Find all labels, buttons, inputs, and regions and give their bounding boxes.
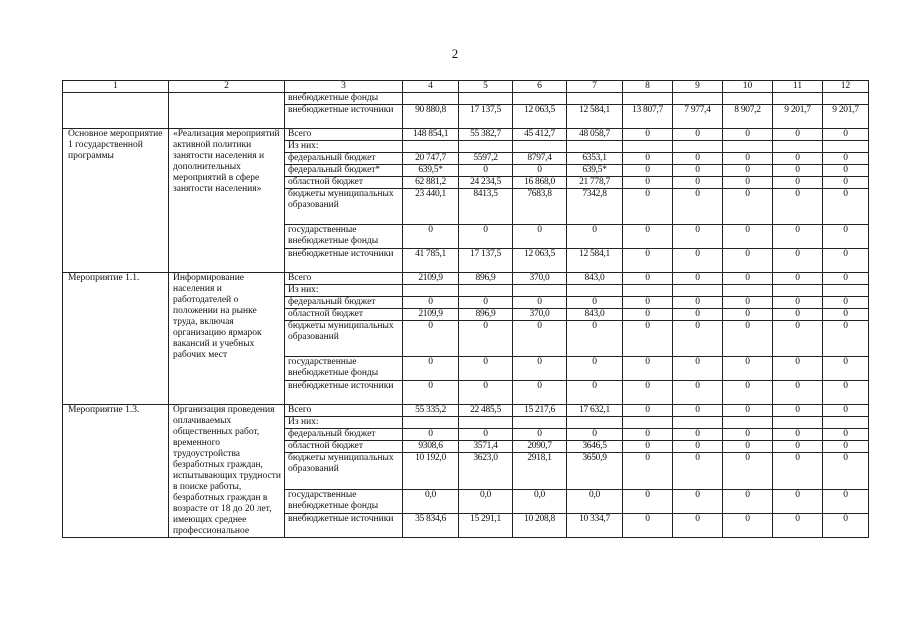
amount-cell: 0,0 — [567, 489, 623, 513]
amount-cell: 0 — [773, 225, 823, 249]
amount-cell: 12 063,5 — [513, 105, 567, 129]
amount-cell: 9 201,7 — [823, 105, 869, 129]
table-row — [63, 93, 869, 105]
amount-cell: 0 — [823, 129, 869, 141]
amount-cell: 0 — [567, 357, 623, 381]
amount-cell: 0 — [673, 153, 723, 165]
amount-cell: 0 — [723, 453, 773, 489]
amount-cell — [673, 417, 723, 429]
amount-cell: 0 — [673, 381, 723, 405]
amount-cell: 0 — [623, 129, 673, 141]
amount-cell: 0 — [459, 381, 513, 405]
amount-cell: 0 — [723, 273, 773, 285]
amount-cell: 0 — [623, 489, 673, 513]
amount-cell — [513, 417, 567, 429]
amount-cell — [567, 417, 623, 429]
funding-source: внебюджетные источники — [285, 381, 403, 405]
amount-cell: 0 — [673, 513, 723, 537]
amount-cell: 0 — [723, 177, 773, 189]
amount-cell — [623, 141, 673, 153]
amount-cell: 0 — [773, 429, 823, 441]
amount-cell — [823, 141, 869, 153]
funding-source: бюджеты муниципальных образований — [285, 189, 403, 225]
funding-source: государственные внебюджетные фонды — [285, 357, 403, 381]
column-header: 8 — [623, 81, 673, 93]
amount-cell: 0 — [773, 177, 823, 189]
amount-cell: 639,5* — [567, 165, 623, 177]
amount-cell: 9 201,7 — [773, 105, 823, 129]
amount-cell — [773, 141, 823, 153]
amount-cell: 15 291,1 — [459, 513, 513, 537]
amount-cell — [623, 417, 673, 429]
column-header: 9 — [673, 81, 723, 93]
funding-source: государственные внебюджетные фонды — [285, 489, 403, 513]
amount-cell — [773, 417, 823, 429]
amount-cell: 0 — [513, 225, 567, 249]
amount-cell — [723, 141, 773, 153]
amount-cell: 16 868,0 — [513, 177, 567, 189]
amount-cell: 2109,9 — [403, 309, 459, 321]
amount-cell: 21 778,7 — [567, 177, 623, 189]
funding-source: федеральный бюджет* — [285, 165, 403, 177]
amount-cell: 0,0 — [403, 489, 459, 513]
amount-cell: 0 — [459, 297, 513, 309]
amount-cell: 0 — [723, 165, 773, 177]
funding-source: Всего — [285, 273, 403, 285]
funding-source: федеральный бюджет — [285, 153, 403, 165]
amount-cell: 3571,4 — [459, 441, 513, 453]
column-header: 12 — [823, 81, 869, 93]
amount-cell: 0 — [823, 441, 869, 453]
amount-cell: 12 063,5 — [513, 249, 567, 273]
amount-cell — [773, 285, 823, 297]
funding-source: внебюджетные источники — [285, 249, 403, 273]
amount-cell — [403, 417, 459, 429]
amount-cell — [623, 285, 673, 297]
amount-cell — [673, 141, 723, 153]
amount-cell: 0 — [673, 357, 723, 381]
activity-name — [63, 93, 169, 129]
amount-cell: 7 977,4 — [673, 105, 723, 129]
amount-cell — [823, 93, 869, 105]
funding-source: федеральный бюджет — [285, 297, 403, 309]
amount-cell: 8 907,2 — [723, 105, 773, 129]
activity-description: Информирование населения и работодателей о положении на рынке труда, включая организацию ярмарок вакансий и учебных рабочих мест — [169, 273, 285, 405]
amount-cell: 0 — [723, 309, 773, 321]
amount-cell: 0 — [459, 429, 513, 441]
header-row — [63, 81, 869, 93]
amount-cell: 0 — [823, 297, 869, 309]
activity-description: «Реализация мероприятий активной политики занятости населения и дополнительных мероприятий в сфере занятости населения» — [169, 129, 285, 273]
amount-cell — [823, 417, 869, 429]
amount-cell: 0 — [403, 321, 459, 357]
amount-cell: 7683,8 — [513, 189, 567, 225]
amount-cell — [723, 285, 773, 297]
amount-cell: 0 — [773, 273, 823, 285]
amount-cell: 0 — [623, 153, 673, 165]
amount-cell: 0 — [623, 357, 673, 381]
amount-cell: 3646,5 — [567, 441, 623, 453]
activity-name: Мероприятие 1.3. — [63, 405, 169, 538]
amount-cell — [459, 141, 513, 153]
amount-cell: 0 — [773, 165, 823, 177]
amount-cell: 62 881,2 — [403, 177, 459, 189]
amount-cell: 0 — [623, 381, 673, 405]
amount-cell: 45 412,7 — [513, 129, 567, 141]
amount-cell: 896,9 — [459, 273, 513, 285]
amount-cell: 0 — [723, 225, 773, 249]
amount-cell: 0 — [623, 249, 673, 273]
funding-source: государственные внебюджетные фонды — [285, 225, 403, 249]
amount-cell: 0 — [723, 153, 773, 165]
amount-cell: 22 485,5 — [459, 405, 513, 417]
amount-cell: 0 — [673, 225, 723, 249]
amount-cell: 55 335,2 — [403, 405, 459, 417]
amount-cell: 0 — [623, 297, 673, 309]
amount-cell: 0 — [823, 153, 869, 165]
amount-cell: 20 747,7 — [403, 153, 459, 165]
funding-source: Всего — [285, 129, 403, 141]
activity-description — [169, 93, 285, 129]
amount-cell: 0 — [823, 177, 869, 189]
amount-cell: 7342,8 — [567, 189, 623, 225]
amount-cell — [567, 93, 623, 105]
amount-cell: 0 — [623, 453, 673, 489]
amount-cell: 0 — [403, 357, 459, 381]
amount-cell: 0 — [723, 249, 773, 273]
amount-cell: 843,0 — [567, 309, 623, 321]
amount-cell: 0 — [723, 321, 773, 357]
amount-cell: 0 — [623, 189, 673, 225]
amount-cell: 0 — [623, 429, 673, 441]
amount-cell: 0 — [459, 321, 513, 357]
table-row — [63, 405, 869, 417]
amount-cell — [513, 93, 567, 105]
amount-cell: 0 — [673, 429, 723, 441]
amount-cell: 0 — [723, 297, 773, 309]
amount-cell: 0 — [673, 165, 723, 177]
amount-cell: 0 — [567, 297, 623, 309]
amount-cell: 0 — [723, 489, 773, 513]
amount-cell: 0 — [723, 381, 773, 405]
amount-cell: 0 — [623, 321, 673, 357]
amount-cell: 23 440,1 — [403, 189, 459, 225]
amount-cell: 0 — [403, 225, 459, 249]
amount-cell: 0 — [513, 429, 567, 441]
amount-cell: 0 — [773, 189, 823, 225]
amount-cell: 0 — [823, 489, 869, 513]
amount-cell: 0 — [623, 441, 673, 453]
amount-cell: 0 — [823, 225, 869, 249]
table-row — [63, 129, 869, 141]
amount-cell: 0 — [567, 225, 623, 249]
amount-cell: 2918,1 — [513, 453, 567, 489]
activity-description: Организация проведения оплачиваемых общественных работ, временного трудоустройства безработных граждан, испытывающих трудности в поиске работы, безработных граждан в возрасте от 18 до 20 лет, имеющих среднее профессиональное — [169, 405, 285, 538]
funding-source: Всего — [285, 405, 403, 417]
column-header: 7 — [567, 81, 623, 93]
amount-cell: 55 382,7 — [459, 129, 513, 141]
column-header: 10 — [723, 81, 773, 93]
funding-source: Из них: — [285, 285, 403, 297]
amount-cell: 0 — [773, 357, 823, 381]
amount-cell: 3650,9 — [567, 453, 623, 489]
amount-cell: 0 — [673, 405, 723, 417]
amount-cell: 0 — [823, 189, 869, 225]
amount-cell: 896,9 — [459, 309, 513, 321]
amount-cell: 0 — [823, 513, 869, 537]
amount-cell: 0 — [773, 129, 823, 141]
amount-cell: 41 785,1 — [403, 249, 459, 273]
amount-cell: 0 — [513, 165, 567, 177]
amount-cell: 0 — [773, 441, 823, 453]
page-number: 2 — [451, 46, 459, 61]
amount-cell — [513, 285, 567, 297]
column-header: 5 — [459, 81, 513, 93]
amount-cell: 2090,7 — [513, 441, 567, 453]
amount-cell: 0 — [673, 189, 723, 225]
amount-cell: 0 — [623, 225, 673, 249]
amount-cell: 9308,6 — [403, 441, 459, 453]
amount-cell: 0 — [723, 129, 773, 141]
amount-cell: 0 — [623, 309, 673, 321]
amount-cell: 0 — [823, 309, 869, 321]
funding-source: внебюджетные источники — [285, 513, 403, 537]
amount-cell: 0 — [723, 441, 773, 453]
amount-cell: 0 — [459, 225, 513, 249]
amount-cell: 0 — [623, 405, 673, 417]
column-header: 1 — [63, 81, 169, 93]
amount-cell: 0 — [773, 297, 823, 309]
amount-cell: 0 — [513, 321, 567, 357]
column-header: 2 — [169, 81, 285, 93]
amount-cell: 6353,1 — [567, 153, 623, 165]
amount-cell — [459, 285, 513, 297]
amount-cell: 0 — [773, 249, 823, 273]
amount-cell: 0 — [773, 513, 823, 537]
amount-cell: 0 — [567, 381, 623, 405]
amount-cell: 0 — [567, 321, 623, 357]
amount-cell — [513, 141, 567, 153]
amount-cell: 0 — [513, 357, 567, 381]
amount-cell: 17 632,1 — [567, 405, 623, 417]
amount-cell: 0 — [459, 165, 513, 177]
amount-cell: 8413,5 — [459, 189, 513, 225]
funding-source: областной бюджет — [285, 441, 403, 453]
amount-cell: 5597,2 — [459, 153, 513, 165]
column-header: 6 — [513, 81, 567, 93]
amount-cell — [823, 285, 869, 297]
amount-cell: 843,0 — [567, 273, 623, 285]
amount-cell: 0 — [823, 321, 869, 357]
amount-cell: 0 — [673, 321, 723, 357]
amount-cell: 12 584,1 — [567, 105, 623, 129]
amount-cell: 10 192,0 — [403, 453, 459, 489]
amount-cell: 148 854,1 — [403, 129, 459, 141]
amount-cell — [403, 285, 459, 297]
amount-cell — [723, 417, 773, 429]
amount-cell: 0 — [513, 297, 567, 309]
amount-cell — [403, 141, 459, 153]
amount-cell: 0 — [673, 453, 723, 489]
amount-cell: 0 — [623, 165, 673, 177]
funding-source: внебюджетные фонды — [285, 93, 403, 105]
amount-cell: 0 — [673, 309, 723, 321]
amount-cell: 0 — [773, 405, 823, 417]
amount-cell — [567, 141, 623, 153]
amount-cell: 3623,0 — [459, 453, 513, 489]
amount-cell: 0 — [673, 441, 723, 453]
amount-cell: 0 — [673, 177, 723, 189]
amount-cell: 0 — [823, 249, 869, 273]
amount-cell: 0 — [823, 405, 869, 417]
amount-cell: 10 334,7 — [567, 513, 623, 537]
amount-cell: 8797,4 — [513, 153, 567, 165]
amount-cell: 0 — [403, 429, 459, 441]
amount-cell: 0 — [673, 297, 723, 309]
amount-cell: 2109,9 — [403, 273, 459, 285]
amount-cell — [403, 93, 459, 105]
funding-source: областной бюджет — [285, 177, 403, 189]
amount-cell: 0 — [723, 429, 773, 441]
column-header: 4 — [403, 81, 459, 93]
amount-cell: 0 — [773, 381, 823, 405]
amount-cell: 17 137,5 — [459, 249, 513, 273]
amount-cell: 0 — [623, 273, 673, 285]
amount-cell — [773, 93, 823, 105]
amount-cell: 17 137,5 — [459, 105, 513, 129]
amount-cell: 0 — [403, 381, 459, 405]
amount-cell: 10 208,8 — [513, 513, 567, 537]
activity-name: Мероприятие 1.1. — [63, 273, 169, 405]
amount-cell: 370,0 — [513, 273, 567, 285]
amount-cell: 0,0 — [513, 489, 567, 513]
amount-cell: 0 — [723, 357, 773, 381]
amount-cell: 0 — [723, 513, 773, 537]
amount-cell — [623, 93, 673, 105]
financing-table — [62, 80, 869, 538]
funding-source: Из них: — [285, 417, 403, 429]
amount-cell: 0 — [459, 357, 513, 381]
funding-source: бюджеты муниципальных образований — [285, 453, 403, 489]
amount-cell: 0 — [673, 489, 723, 513]
amount-cell: 0 — [673, 249, 723, 273]
amount-cell: 0 — [623, 513, 673, 537]
amount-cell: 0 — [513, 381, 567, 405]
amount-cell: 35 834,6 — [403, 513, 459, 537]
amount-cell — [459, 417, 513, 429]
column-header: 11 — [773, 81, 823, 93]
amount-cell: 90 880,8 — [403, 105, 459, 129]
amount-cell: 0 — [673, 129, 723, 141]
amount-cell: 0 — [823, 165, 869, 177]
table-row — [63, 273, 869, 285]
funding-source: внебюджетные источники — [285, 105, 403, 129]
amount-cell: 0 — [567, 429, 623, 441]
amount-cell: 0 — [723, 189, 773, 225]
amount-cell: 0 — [823, 381, 869, 405]
amount-cell — [673, 93, 723, 105]
amount-cell: 0 — [403, 297, 459, 309]
amount-cell: 13 807,7 — [623, 105, 673, 129]
amount-cell: 24 234,5 — [459, 177, 513, 189]
funding-source: федеральный бюджет — [285, 429, 403, 441]
amount-cell: 0 — [773, 321, 823, 357]
funding-source: бюджеты муниципальных образований — [285, 321, 403, 357]
amount-cell: 48 058,7 — [567, 129, 623, 141]
funding-source: областной бюджет — [285, 309, 403, 321]
amount-cell: 370,0 — [513, 309, 567, 321]
amount-cell — [673, 285, 723, 297]
amount-cell: 0 — [673, 273, 723, 285]
amount-cell: 12 584,1 — [567, 249, 623, 273]
amount-cell: 15 217,6 — [513, 405, 567, 417]
amount-cell — [723, 93, 773, 105]
amount-cell: 0 — [773, 309, 823, 321]
amount-cell: 0 — [773, 489, 823, 513]
amount-cell: 0,0 — [459, 489, 513, 513]
amount-cell: 0 — [823, 273, 869, 285]
amount-cell — [567, 285, 623, 297]
amount-cell: 0 — [823, 429, 869, 441]
column-header: 3 — [285, 81, 403, 93]
amount-cell: 0 — [823, 357, 869, 381]
amount-cell: 0 — [723, 405, 773, 417]
funding-source: Из них: — [285, 141, 403, 153]
amount-cell: 0 — [773, 453, 823, 489]
amount-cell: 639,5* — [403, 165, 459, 177]
amount-cell — [459, 93, 513, 105]
amount-cell: 0 — [773, 153, 823, 165]
amount-cell: 0 — [623, 177, 673, 189]
amount-cell: 0 — [823, 453, 869, 489]
activity-name: Основное мероприятие 1 государственной программы — [63, 129, 169, 273]
